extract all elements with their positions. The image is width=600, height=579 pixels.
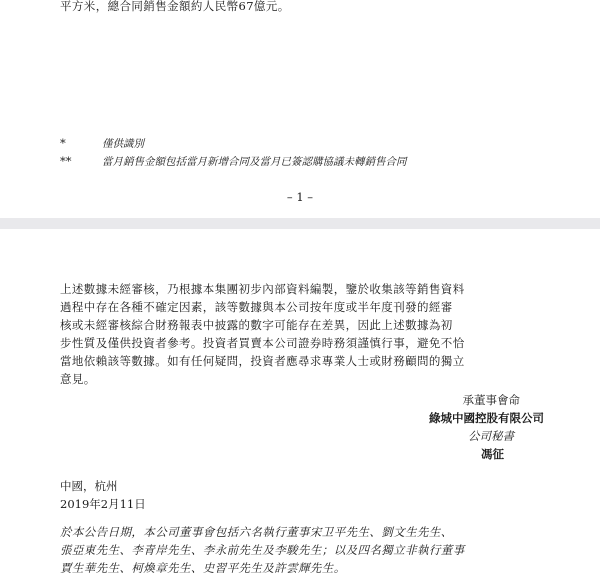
by-order-line: 承董事會命: [462, 393, 520, 407]
paragraph-line-2: 過程中存在各種不確定因素，該等數據與本公司按年度或半年度刊發的經審: [60, 300, 453, 314]
footnote-marker-2: **: [60, 154, 72, 168]
paragraph-line-1: 上述數據未經審核，乃根據本集團初步內部資料編製，鑒於收集該等銷售資料: [60, 282, 465, 296]
board-line-3: 賈生華先生、柯煥章先生、史習平先生及許雲輝先生。: [60, 561, 346, 575]
paragraph-line-6: 意見。: [60, 372, 96, 386]
place-line: 中國，杭州: [60, 479, 118, 493]
continuation-line: 平方米，總合同銷售金額約人民幣67億元。: [60, 0, 290, 13]
document-page-bottom: [0, 229, 600, 579]
footnote-marker-1: *: [60, 136, 66, 150]
footnote-text-2: 當月銷售金額包括當月新增合同及當月已簽認購協議未轉銷售合同: [102, 156, 407, 168]
document-page-top: [0, 0, 600, 218]
paragraph-line-4: 步性質及僅供投資者參考。投資者買賣本公司證券時務須謹慎行事，避免不恰: [60, 336, 465, 350]
board-line-2: 張亞東先生、李青岸先生、李永前先生及李駿先生；以及四名獨立非執行董事: [60, 543, 465, 557]
footnote-text-1: 僅供識別: [102, 138, 144, 150]
board-line-1: 於本公告日期，本公司董事會包括六名執行董事宋卫平先生、劉文生先生、: [60, 525, 453, 539]
company-name: 綠城中國控股有限公司: [429, 411, 544, 425]
page-number: – 1 –: [286, 190, 314, 204]
date-line: 2019年2月11日: [60, 497, 146, 511]
secretary-role: 公司秘書: [468, 429, 514, 443]
paragraph-line-3: 核或未經審核綜合財務報表中披露的數字可能存在差異，因此上述數據為初: [60, 318, 453, 332]
paragraph-line-5: 當地依賴該等數據。如有任何疑問，投資者應尋求專業人士或財務顧問的獨立: [60, 354, 465, 368]
secretary-name: 馮征: [481, 447, 504, 461]
